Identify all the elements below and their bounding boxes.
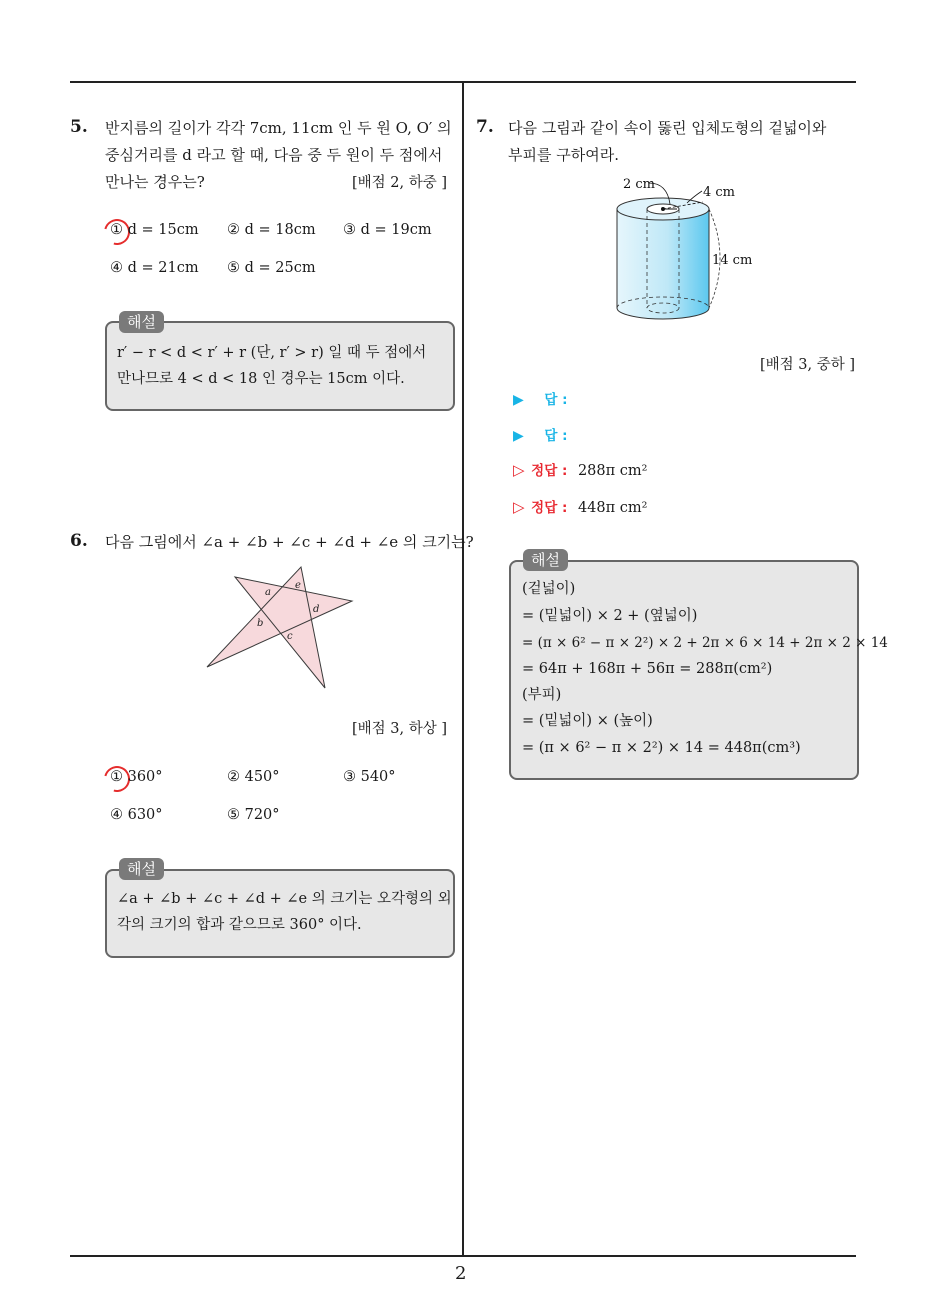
q7-answer-row-2[interactable] (513, 424, 576, 444)
q7-solution-line: = (π × 6² − π × 2²) × 14 = 448π(cm³) (522, 740, 801, 756)
q5-choice-4[interactable]: ④ d = 21cm (110, 260, 199, 276)
q6-score: [배점 3, 하상 ] (352, 721, 448, 737)
q5-solution-line2: 만나므로 4 < d < 18 인 경우는 15cm 이다. (117, 371, 405, 387)
correct-label: 정답 : (531, 463, 568, 479)
q6-solution-line2: 각의 크기의 합과 같으므로 360° 이다. (117, 917, 362, 933)
star-figure (200, 560, 360, 695)
q6-choice-1[interactable]: ① 360° (110, 769, 163, 785)
q7-solution-line: = (π × 6² − π × 2²) × 2 + 2π × 6 × 14 + 2π × 2 × 14 (522, 635, 888, 651)
q7-solution-line: = 64π + 168π + 56π = 288π(cm²) (522, 661, 773, 677)
cylinder-figure (605, 172, 770, 337)
q6-solution-line1: ∠a + ∠b + ∠c + ∠d + ∠e 의 크기는 오각형의 외 (117, 891, 452, 907)
q5-line3: 만나는 경우는? (105, 173, 205, 191)
q5-solution-tag: 해설 (119, 311, 164, 333)
correct-value: 448π cm² (577, 500, 648, 516)
height-label: 14 cm (712, 253, 753, 268)
q6-number: 6. (70, 531, 88, 551)
outer-radius-label: 4 cm (703, 185, 736, 200)
q5-choice-5[interactable]: ⑤ d = 25cm (227, 260, 316, 276)
q7-line2: 부피를 구하여라. (508, 146, 619, 164)
q5-choice-2[interactable]: ② d = 18cm (227, 222, 316, 238)
page-number: 2 (455, 1263, 467, 1284)
column-divider (462, 83, 464, 1256)
q6-choice-3[interactable]: ③ 540° (343, 769, 396, 785)
q6-choice-2[interactable]: ② 450° (227, 769, 280, 785)
q7-solution-line: (부피) (522, 687, 562, 703)
answer-label: 답 : (544, 392, 568, 408)
star-label-a: a (265, 587, 271, 598)
triangle-right-icon: ▶ (513, 392, 524, 408)
inner-radius-label: 2 cm (623, 177, 656, 192)
star-shape (207, 567, 352, 688)
q5-line2: 중심거리를 d 라고 할 때, 다음 중 두 원이 두 점에서 (105, 146, 443, 164)
correct-label: 정답 : (531, 500, 568, 516)
cylinder-body (617, 209, 709, 319)
q5-solution-box (105, 321, 455, 411)
q7-number: 7. (476, 117, 494, 137)
q7-correct-row-2 (513, 496, 647, 516)
q6-text: 다음 그림에서 ∠a + ∠b + ∠c + ∠d + ∠e 의 크기는? (105, 533, 474, 551)
triangle-outline-icon: ▷ (513, 461, 525, 479)
correct-value: 288π cm² (577, 463, 648, 479)
answer-label: 답 : (544, 428, 568, 444)
q7-solution-line: (겉넓이) (522, 581, 576, 597)
q5-solution-line1: r′ − r < d < r′ + r (단, r′ > r) 일 때 두 점에서 (117, 345, 427, 361)
triangle-outline-icon: ▷ (513, 498, 525, 516)
q6-choice-5[interactable]: ⑤ 720° (227, 807, 280, 823)
q5-score: [배점 2, 하중 ] (352, 175, 448, 191)
q6-solution-tag: 해설 (119, 858, 164, 880)
q7-line1: 다음 그림과 같이 속이 뚫린 입체도형의 겉넓이와 (508, 119, 827, 137)
star-label-e: e (295, 580, 301, 591)
q7-solution-line: = (밑넓이) × (높이) (522, 713, 653, 729)
star-label-c: c (287, 631, 293, 642)
q7-answer-row-1[interactable] (513, 388, 576, 408)
q5-number: 5. (70, 117, 88, 137)
q5-choice-1[interactable]: ① d = 15cm (110, 222, 199, 238)
q6-choice-4[interactable]: ④ 630° (110, 807, 163, 823)
q7-correct-row-1 (513, 459, 647, 479)
q7-solution-tag: 해설 (523, 549, 568, 571)
q5-line1: 반지름의 길이가 각각 7cm, 11cm 인 두 원 O, O′ 의 (105, 119, 452, 137)
q7-solution-line: = (밑넓이) × 2 + (옆넓이) (522, 608, 698, 624)
bottom-rule (70, 1255, 856, 1257)
star-label-d: d (313, 604, 320, 615)
star-label-b: b (257, 618, 264, 629)
q7-score: [배점 3, 중하 ] (760, 357, 856, 373)
q5-choice-3[interactable]: ③ d = 19cm (343, 222, 432, 238)
triangle-right-icon: ▶ (513, 428, 524, 444)
